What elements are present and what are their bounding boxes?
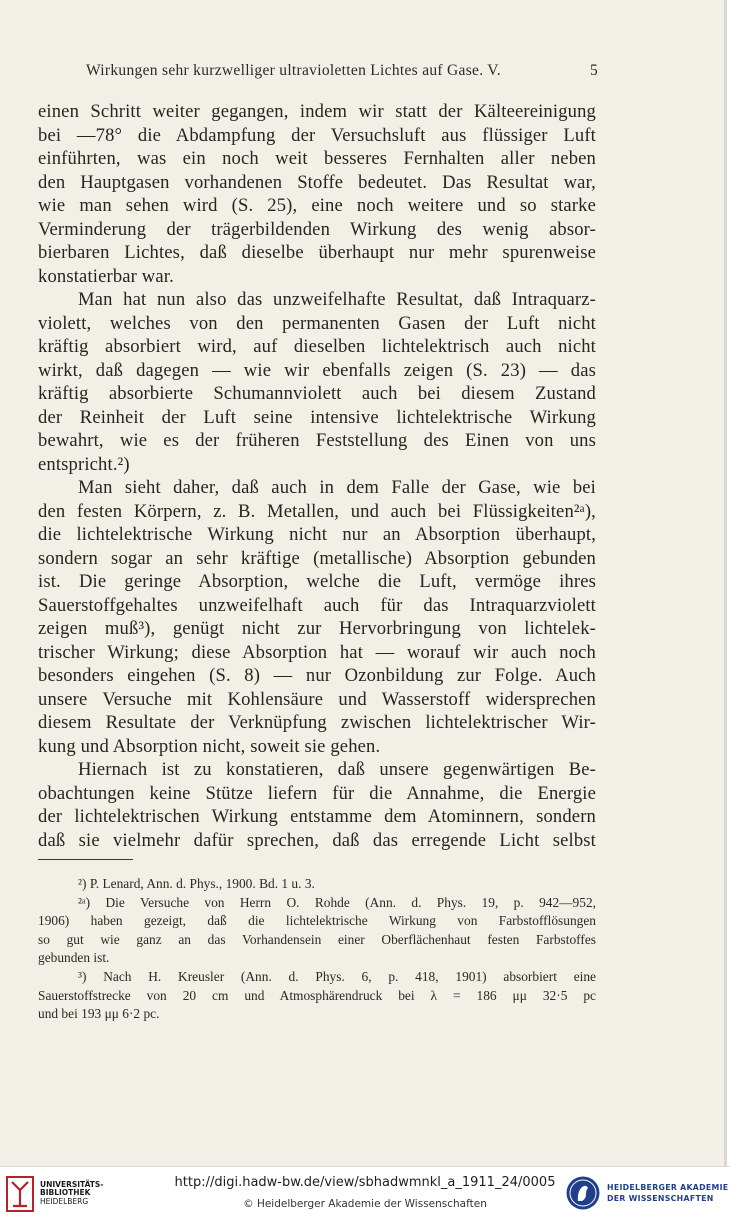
text-line: besonders eingehen (S. 8) — nur Ozonbildung zur Folge. Auch xyxy=(38,665,596,686)
text-line: einen Schritt weiter gegangen, indem wir statt der Kälteereinigung xyxy=(38,101,596,122)
text-line: diesem Resultate der Verknüpfung zwischen lichtelektrischer Wir- xyxy=(38,712,596,733)
text-line: der lichtelektrischen Wirkung entstamme dem Atominnern, sondern xyxy=(38,806,596,827)
footnote-separator xyxy=(38,859,133,860)
text-line: die lichtelektrische Wirkung nicht nur an Absorption überhaupt, xyxy=(38,524,596,545)
academy-seal-icon xyxy=(565,1175,601,1211)
text-line: unsere Versuche mit Kohlensäure und Wasserstoff widersprechen xyxy=(38,688,596,710)
library-line-1: UNIVERSITÄTS- xyxy=(40,1180,104,1189)
text-line: konstatierbar war. xyxy=(38,265,174,287)
footnote-2a-line: ²ᵃ) Die Versuche von Herrn O. Rohde (Ann. d. Phys. 19, p. 942—952, xyxy=(78,894,596,910)
text-line: sondern sogar an sehr kräftige (metallische) Absorption gebunden xyxy=(38,547,596,569)
text-line: den festen Körpern, z. B. Metallen, und auch bei Flüssigkeiten²ᵃ), xyxy=(38,500,596,522)
library-city: HEIDELBERG xyxy=(40,1196,89,1206)
text-line: bierbaren Lichtes, daß dieselbe überhaupt nur mehr spurenweise xyxy=(38,242,596,263)
library-line-2: BIBLIOTHEK xyxy=(40,1188,91,1198)
text-line: den Hauptgasen vorhandenen Stoffe bedeutet. Das Resultat war, xyxy=(38,171,596,193)
text-line: einführten, was ein noch weit besseres Fernhalten aller neben xyxy=(38,148,596,169)
running-head-title: Wirkungen sehr kurzwelliger ultravioletten Lichtes auf Gase. V. xyxy=(86,62,501,79)
copyright-notice: © Heidelberger Akademie der Wissenschaften xyxy=(243,1198,487,1210)
paragraph-start-line: Man sieht daher, daß auch in dem Falle der Gase, wie bei xyxy=(78,477,596,498)
text-line: ist. Die geringe Absorption, welche die Luft, vermöge ihres xyxy=(38,571,596,592)
paragraph-start-line: Man hat nun also das unzweifelhafte Resultat, daß Intraquarz- xyxy=(78,289,596,310)
footnotes xyxy=(38,875,596,1024)
academy-line-2: DER WISSENSCHAFTEN xyxy=(607,1193,714,1203)
footnote-2a-line: gebunden ist. xyxy=(38,950,110,966)
footnote-2a-line: so gut wie ganz an das Vorhandensein einer Oberflächenhaut festen Farbstoffes xyxy=(38,931,596,947)
footnote-3-line: ³) Nach H. Kreusler (Ann. d. Phys. 6, p. 418, 1901) absorbiert eine xyxy=(78,968,596,984)
text-line: Verminderung der trägerbildenden Wirkung des wenig absor- xyxy=(38,218,596,240)
text-line: violett, welches von den permanenten Gasen der Luft nicht xyxy=(38,312,596,334)
university-library-name xyxy=(40,1181,103,1206)
university-library-logo-icon xyxy=(6,1176,34,1212)
text-line: kräftig absorbiert wird, auf dieselben lichtelektrisch auch nicht xyxy=(38,336,596,357)
footnote-2a-line: 1906) haben gezeigt, daß die lichtelektrische Wirkung von Farbstofflösungen xyxy=(38,913,596,929)
text-line: zeigen muß³), genügt nicht zur Hervorbringung von lichtelek- xyxy=(38,618,596,639)
text-line: bewahrt, wie es der früheren Feststellung des Einen von uns xyxy=(38,430,596,451)
permalink-url[interactable]: http://digi.hadw-bw.de/view/sbhadwmnkl_a_1911_24/0005 xyxy=(174,1175,556,1190)
footnote-3-line: und bei 193 μμ 6·2 pc. xyxy=(38,1006,160,1022)
academy-line-1: HEIDELBERGER AKADEMIE xyxy=(607,1183,729,1192)
viewer-footer xyxy=(0,1166,730,1220)
text-line: trischer Wirkung; diese Absorption hat — worauf wir auch noch xyxy=(38,641,596,663)
academy-name xyxy=(607,1183,728,1204)
text-line: daß sie vielmehr dafür sprechen, daß das erregende Licht selbst xyxy=(38,829,596,851)
text-line: kräftig absorbierte Schumannviolett auch bei diesem Zustand xyxy=(38,383,596,404)
footnote-3-line: Sauerstoffstrecke von 20 cm und Atmosphärendruck bei λ = 186 μμ 32·5 pc xyxy=(38,987,596,1003)
page-edge-shadow xyxy=(724,0,727,1166)
text-line: bei —78° die Abdampfung der Versuchsluft aus flüssiger Luft xyxy=(38,124,596,146)
text-line: wie man sehen wird (S. 25), eine noch weitere und so starke xyxy=(38,195,596,216)
page-number: 5 xyxy=(589,62,598,79)
text-line: kung und Absorption nicht, soweit sie gehen. xyxy=(38,735,381,757)
footnote-2: ²) P. Lenard, Ann. d. Phys., 1900. Bd. 1 u. 3. xyxy=(78,876,315,891)
text-line: entspricht.²) xyxy=(38,453,130,475)
text-line: wirkt, daß dagegen — wie wir ebenfalls zeigen (S. 23) — das xyxy=(38,359,596,381)
text-line: der Reinheit der Luft seine intensive lichtelektrische Wirkung xyxy=(38,406,596,428)
text-line: obachtungen keine Stütze liefern für die Annahme, die Energie xyxy=(38,782,596,804)
text-line: Sauerstoffgehaltes unzweifelhaft auch für das Intraquarzviolett xyxy=(38,594,596,616)
body-text xyxy=(38,100,596,852)
paragraph-start-line: Hiernach ist zu konstatieren, daß unsere gegenwärtigen Be- xyxy=(78,759,596,780)
